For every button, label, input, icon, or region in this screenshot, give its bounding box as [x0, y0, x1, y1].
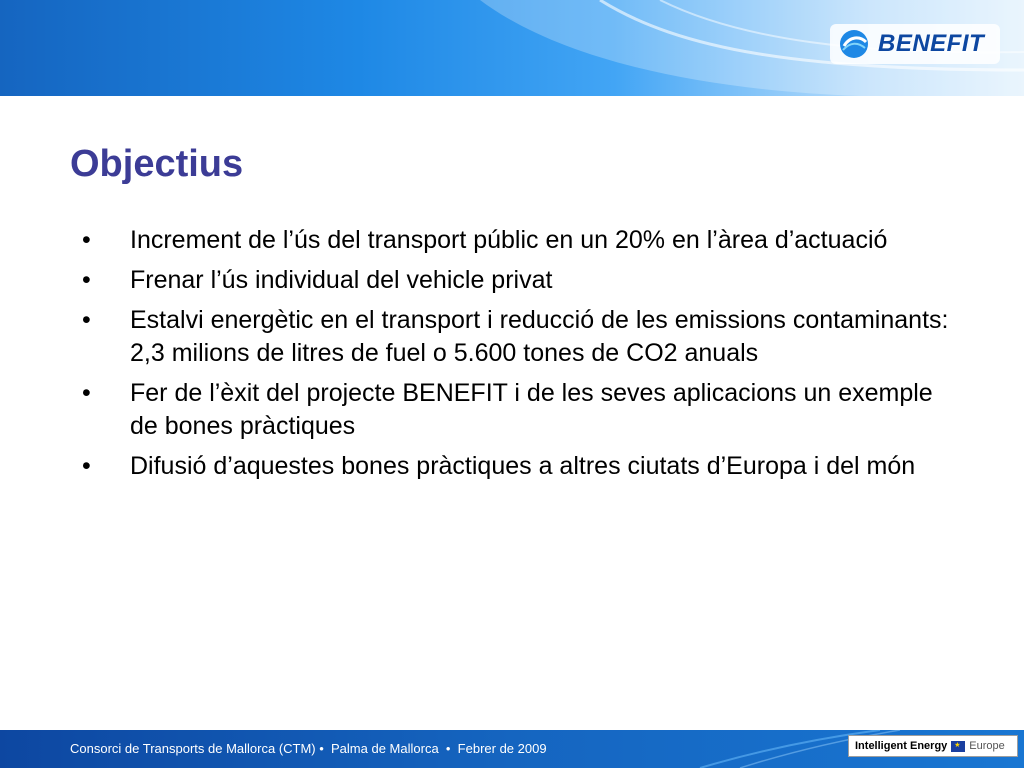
bullet-marker: • — [82, 379, 91, 407]
bullet-marker: • — [82, 306, 91, 334]
bullet-text: Frenar l’ús individual del vehicle privat — [130, 266, 553, 294]
footer-bar — [0, 730, 1024, 768]
bullet-item — [82, 304, 962, 370]
bullet-marker: • — [82, 452, 91, 480]
footer-text: Consorci de Transports de Mallorca (CTM) • Palma de Mallorca • Febrer de 2009 — [70, 741, 547, 756]
badge-light-text: Europe — [969, 740, 1005, 752]
slide-title: Objectius — [70, 143, 244, 185]
bullet-text: Increment de l’ús del transport públic en un 20% en l’àrea d’actuació — [130, 226, 888, 254]
bullet-item — [82, 377, 962, 443]
bullet-item — [82, 450, 962, 483]
bullet-list — [82, 224, 962, 490]
bullet-item — [82, 264, 962, 297]
bullet-item — [82, 224, 962, 257]
badge-strong-text: Intelligent Energy — [855, 740, 948, 752]
bullet-marker: • — [82, 266, 91, 294]
logo-text: BENEFIT — [878, 30, 985, 57]
header-banner — [0, 0, 1024, 96]
eu-flag-icon — [951, 741, 965, 752]
bullet-text: Fer de l’èxit del projecte BENEFIT i de les seves aplicacions un exemple de bones pràctiques — [130, 379, 933, 440]
bullet-text: Difusió d’aquestes bones pràctiques a altres ciutats d’Europa i del món — [130, 452, 916, 480]
bullet-marker: • — [82, 226, 91, 254]
benefit-logo — [830, 24, 1000, 64]
intelligent-energy-europe-logo — [848, 735, 1018, 757]
bullet-text: Estalvi energètic en el transport i reducció de les emissions contaminants: 2,3 milions de litres de fuel o 5.600 tones de CO2 anuals — [130, 306, 949, 367]
benefit-globe-icon — [838, 28, 870, 60]
